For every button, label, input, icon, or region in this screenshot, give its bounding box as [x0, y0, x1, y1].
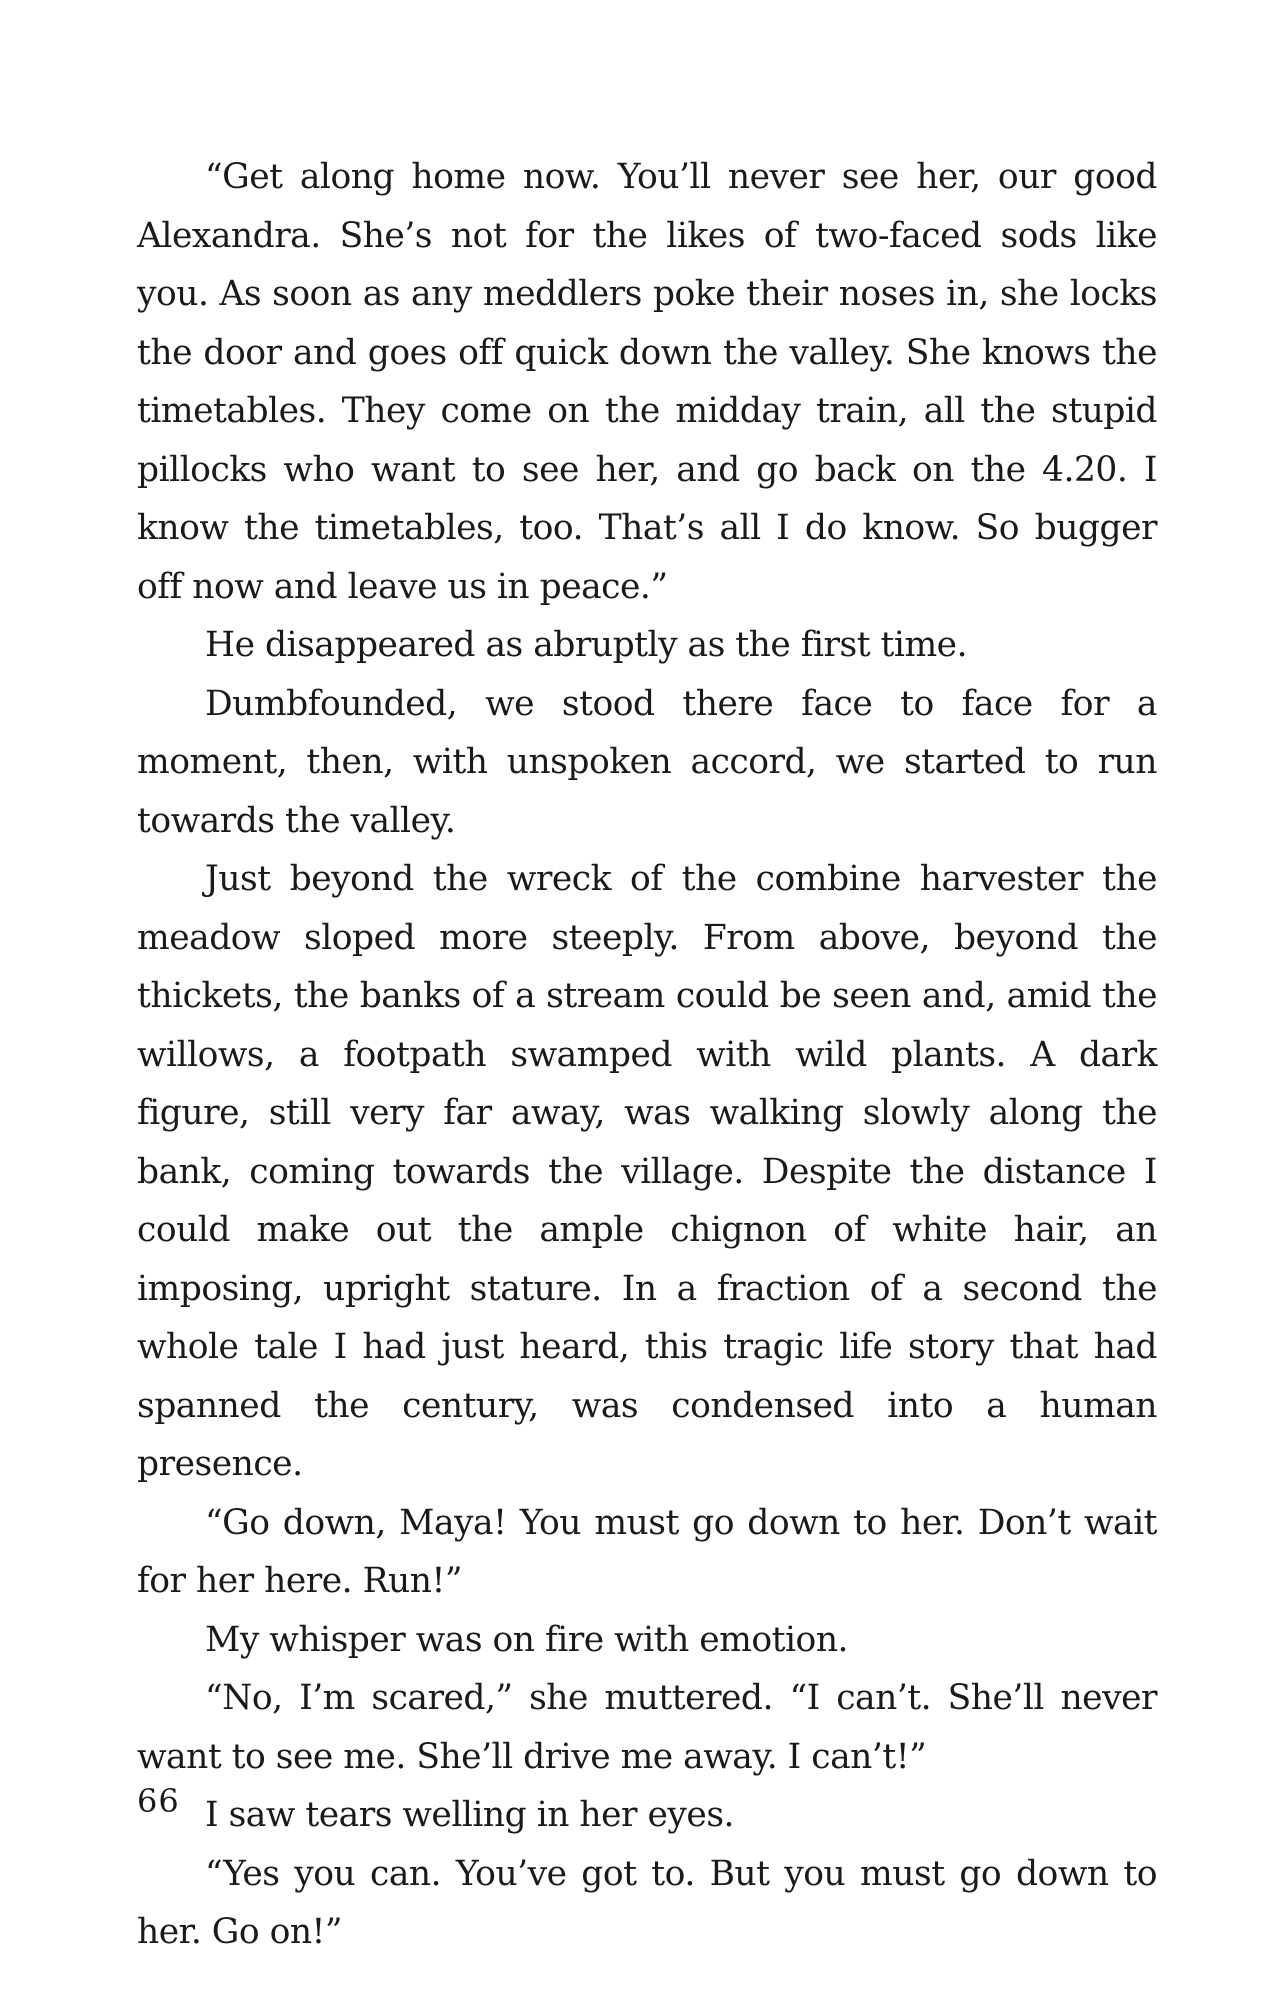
paragraph: My whisper was on fire with emotion. [205, 1619, 849, 1660]
paragraph: Dumbfounded, we stood there face to face for a moment, then, with unspoken accord, we started to run towards the valley. [137, 683, 1157, 841]
page-number: 66 [137, 1782, 180, 1820]
paragraph: He disappeared as abruptly as the first time. [205, 625, 968, 665]
paragraph: “Get along home now. You’ll never see her, our good Alexandra. She’s not for the likes of two-faced sods like you. As soon as any meddlers poke their noses in, she locks the door and goes off quick down the valley. She knows the timetables. They come on the midday train, all the stupid pillocks who want to see her, and go back on the 4.20. I know the timetables, too. That’s all I do know. So bugger off now and leave us in peace.” [137, 157, 1157, 607]
paragraph: I saw tears welling in her eyes. [205, 1795, 735, 1835]
paragraph: “Yes you can. You’ve got to. But you must go down to her. Go on!” [137, 1853, 1157, 1952]
paragraph: Just beyond the wreck of the combine harvester the meadow sloped more steeply. From above, beyond the thickets, the banks of a stream could be seen and, amid the willows, a footpath swamped with wild plants. A dark figure, still very far away, was walking slowly along the bank, coming towards the village. Despite the distance I could make out the ample chignon of white hair, an imposing, upright stature. In a fraction of a second the whole tale I had just heard, this tragic life story that had spanned the century, was condensed into a human presence. [137, 859, 1157, 1484]
paragraph: “No, I’m scared,” she muttered. “I can’t. She’ll never want to see me. She’ll drive me away. I can’t!” [137, 1678, 1157, 1777]
body-text [137, 148, 1157, 1962]
paragraph: “Go down, Maya! You must go down to her. Don’t wait for her here. Run!” [137, 1502, 1157, 1601]
